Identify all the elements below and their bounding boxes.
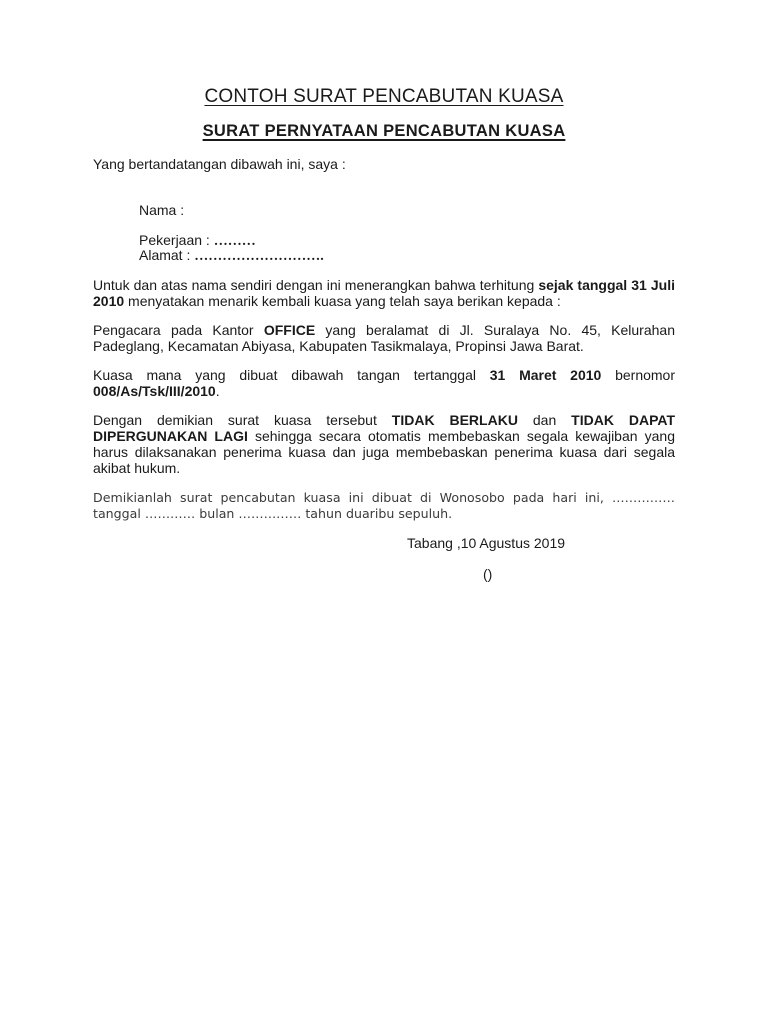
paragraph-power-text-b: bernomor xyxy=(601,367,676,383)
paragraph-revocation-text-a: Untuk dan atas nama sendiri dengan ini menerangkan bahwa terhitung xyxy=(93,277,539,293)
paragraph-lawyer-text-b: yang beralamat di Jl. Suralaya No. 45, Kelurahan Padeglang, Kecamatan Abiyasa, Kabupaten Tasikmalaya, Propinsi Jawa Barat. xyxy=(93,322,675,354)
field-nama-label: Nama : xyxy=(139,202,185,218)
paragraph-power-number: 008/As/Tsk/III/2010 xyxy=(93,383,216,399)
intro-text: Yang bertandatangan dibawah ini, saya : xyxy=(93,156,346,172)
paragraph-lawyer-text-a: Pengacara pada Kantor xyxy=(93,322,264,338)
paragraph-power-details xyxy=(93,367,675,399)
paragraph-invalid xyxy=(93,412,675,476)
signature-placeholder: () xyxy=(483,566,493,582)
paragraph-lawyer xyxy=(93,322,675,354)
paragraph-power-text-a: Kuasa mana yang dibuat dibawah tangan tertanggal xyxy=(93,367,490,383)
paragraph-lawyer-office: OFFICE xyxy=(263,322,316,338)
field-pekerjaan-label: Pekerjaan : xyxy=(139,232,210,248)
document-subtitle: SURAT PERNYATAAN PENCABUTAN KUASA xyxy=(202,122,566,140)
paragraph-closing: Demikianlah surat pencabutan kuasa ini dibuat di Wonosobo pada hari ini, …………… tanggal ………… bulan …………… tahun duaribu sepuluh. xyxy=(93,490,675,521)
paragraph-invalid-text-c: sehingga secara otomatis membebaskan segala kewajiban yang harus dilaksanakan penerima kuasa dan juga membebaskan penerima kuasa dari segala akibat hukum. xyxy=(93,428,675,476)
paragraph-revocation-text-b: menyatakan menarik kembali kuasa yang telah saya berikan kepada : xyxy=(124,293,561,309)
field-nama xyxy=(139,202,184,218)
place-date: Tabang ,10 Agustus 2019 xyxy=(407,535,566,551)
paragraph-invalid-bold-a: TIDAK BERLAKU xyxy=(391,412,518,428)
document-title: CONTOH SURAT PENCABUTAN KUASA xyxy=(204,86,564,107)
paragraph-revocation-date: sejak tanggal 31 Juli 2010 xyxy=(93,277,676,309)
paragraph-invalid-bold-b: TIDAK DAPAT DIPERGUNAKAN LAGI xyxy=(93,412,675,444)
field-alamat-label: Alamat : xyxy=(139,247,191,263)
paragraph-invalid-text-b: dan xyxy=(517,412,572,428)
field-alamat-value: ………………………. xyxy=(194,249,324,264)
paragraph-invalid-text-a: Dengan demikian surat kuasa tersebut xyxy=(93,412,392,428)
paragraph-power-text-c: . xyxy=(215,383,220,399)
paragraph-revocation xyxy=(93,277,675,309)
field-alamat xyxy=(139,247,324,265)
field-pekerjaan-value: ……… xyxy=(213,234,256,249)
paragraph-power-date: 31 Maret 2010 xyxy=(489,367,602,383)
